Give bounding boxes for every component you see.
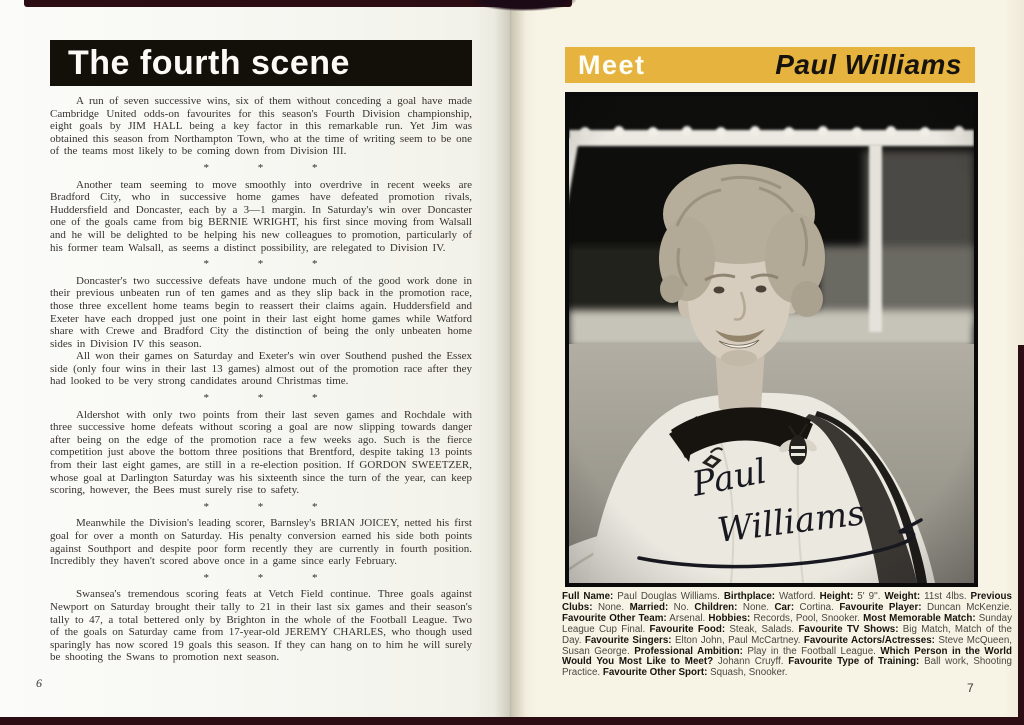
detail-label: Most Memorable Match: <box>863 612 976 624</box>
detail-label: Children: <box>694 601 738 613</box>
detail-value: Watford. <box>775 591 816 602</box>
asterisk-separator: * * * <box>203 161 319 174</box>
detail-value: Records, Pool, Snooker. <box>750 612 860 624</box>
detail-label: Professional Ambition: <box>634 645 743 657</box>
detail-label: Height: <box>819 591 854 602</box>
detail-label: Previous Clubs: <box>562 591 1012 613</box>
article-title: The fourth scene <box>68 43 350 82</box>
detail-value: 5' 9''. <box>853 591 881 602</box>
player-name: Paul Williams <box>775 49 962 80</box>
asterisk-separator: * * * <box>203 500 319 513</box>
player-photo-illustration <box>569 96 974 583</box>
detail-value: Duncan McKenzie. <box>921 601 1012 613</box>
detail-value: Play in the Football League. <box>742 645 876 657</box>
detail-value: No. <box>668 601 689 613</box>
article-body <box>50 95 472 664</box>
detail-label: Favourite Actors/Actresses: <box>803 634 935 646</box>
detail-value: Steak, Salads. <box>725 623 795 635</box>
detail-label: Weight: <box>884 591 921 602</box>
detail-label: Car: <box>774 601 795 613</box>
article-paragraph: Swansea's tremendous scoring feats at Vetch Field continue. Three goals against Newport on Saturday brought their tally to 21 in their last six games and their season's tally to 47, a total bettered only by Brighton in the whole of the Football League. Two of the goals on Saturday came from 17-year-old JEREMY CHARLES, who though used sparingly has now scored 19 goals this season. If they can hang on to him he will surely be shooting the Swans to promotion next season. <box>50 588 472 664</box>
detail-value: Sunday League Cup Final. <box>562 612 1012 635</box>
detail-value: Ball work, Shooting Practice. <box>562 656 1013 679</box>
detail-label: Favourite TV Shows: <box>798 623 899 635</box>
detail-value: Squash, Snooker. <box>707 667 788 679</box>
detail-value: None. <box>737 601 770 613</box>
article-paragraph: Aldershot with only two points from their last seven games and Rochdale with three successive home defeats without scoring a goal are now slipping towards danger after being on the edge of the promotion race a few weeks ago. Such is the fierce competition just above the bottom three positions that Brentford, despite taking 13 points from their last eight games, are still in a re-election position. If GORDON SWEETZER, whose goal at Darlington Saturday was his sixteenth since the turn of the year, can keep scoring, however, the Bees must surely rise to safety. <box>50 408 472 497</box>
detail-value: Big Match, Match of the Day. <box>562 623 1012 646</box>
detail-value: Johann Cruyff. <box>713 656 784 668</box>
detail-label: Favourite Other Team: <box>562 612 667 624</box>
detail-label: Hobbies: <box>708 612 751 624</box>
detail-label: Full Name: <box>562 591 614 602</box>
meet-label: Meet <box>578 49 646 80</box>
detail-label: Birthplace: <box>723 591 776 602</box>
article-paragraph: A run of seven successive wins, six of them without conceding a goal have made Cambridge United odds-on favourites for this season's Fourth Division championship, eight goals by JIM HALL being a key factor in this remarkable run. Yet Jim was obtained this season from Northampton Town, who at the time of writing seem to be one of the teams most likely to be coming down from Division III. <box>50 95 472 158</box>
article-paragraph: Meanwhile the Division's leading scorer, Barnsley's BRIAN JOICEY, netted his first goal for over a month on Saturday. His penalty conversion earned his side both points against Southport and despite poor form recently they are currently in fourth position. Incredibly they haven't scored above once in a game since early February. <box>50 517 472 568</box>
detail-label: Which Person in the World Would You Most Like to Meet? <box>562 645 1012 668</box>
page-edge-right <box>1018 345 1024 725</box>
article-paragraph: Another team seeming to move smoothly into overdrive in recent weeks are Bradford City, who in successive home games have defeated promotion rivals, Huddersfield and Doncaster, each by a 3—1 margin. In Saturday's win over Doncaster one of the goals came from big BERNIE WRIGHT, his first since moving from Walsall and he will be delighted to be helping his new colleagues to promotion, particularly of his former team Walsall, as seems a distinct possibility, are relegated to Division IV. <box>50 178 472 254</box>
asterisk-separator: * * * <box>203 571 319 584</box>
detail-label: Favourite Type of Training: <box>788 656 920 668</box>
asterisk-separator: * * * <box>203 258 319 271</box>
detail-value: Arsenal. <box>666 612 706 624</box>
article-paragraph: Doncaster's two successive defeats have undone much of the good work done in their previous unbeaten run of ten games and as they slip back in the promotion race, those three excellent home teams begin to reassert their claims again. Huddersfield and Exeter have each dropped just one point in their last eight home games while Watford share with Crewe and Bradford City the distinction of being the only unbeaten home sides in Division IV this season. <box>50 274 472 350</box>
detail-label: Favourite Food: <box>649 623 726 635</box>
detail-value: Paul Douglas Williams. <box>613 591 720 602</box>
gutter-line <box>510 0 511 725</box>
detail-label: Favourite Singers: <box>584 634 672 646</box>
asterisk-separator: * * * <box>203 392 319 405</box>
detail-value: Steve McQueen, Susan George. <box>562 634 1012 657</box>
article <box>50 40 472 664</box>
gutter-top-shadow <box>472 0 576 11</box>
article-paragraph: All won their games on Saturday and Exeter's win over Southend pushed the Essex side (only four wins in their last 13 games) almost out of the promotion race after they had looked to be very strong candidates around Christmas time. <box>50 350 472 388</box>
detail-value: Cortina. <box>794 601 834 613</box>
detail-label: Favourite Player: <box>839 601 922 613</box>
detail-label: Married: <box>629 601 669 613</box>
page-number-left: 6 <box>36 676 42 690</box>
player-details <box>562 592 1012 679</box>
article-title-banner <box>50 40 472 86</box>
meet-banner <box>565 47 975 83</box>
detail-value: Elton John, Paul McCartney. <box>671 634 801 646</box>
detail-value: None. <box>592 601 625 613</box>
player-photo <box>565 92 978 587</box>
detail-value: 11st 4lbs. <box>920 591 967 602</box>
detail-label: Favourite Other Sport: <box>602 667 708 679</box>
page-edge-bottom <box>0 717 1024 725</box>
page-number-right: 7 <box>967 681 974 695</box>
